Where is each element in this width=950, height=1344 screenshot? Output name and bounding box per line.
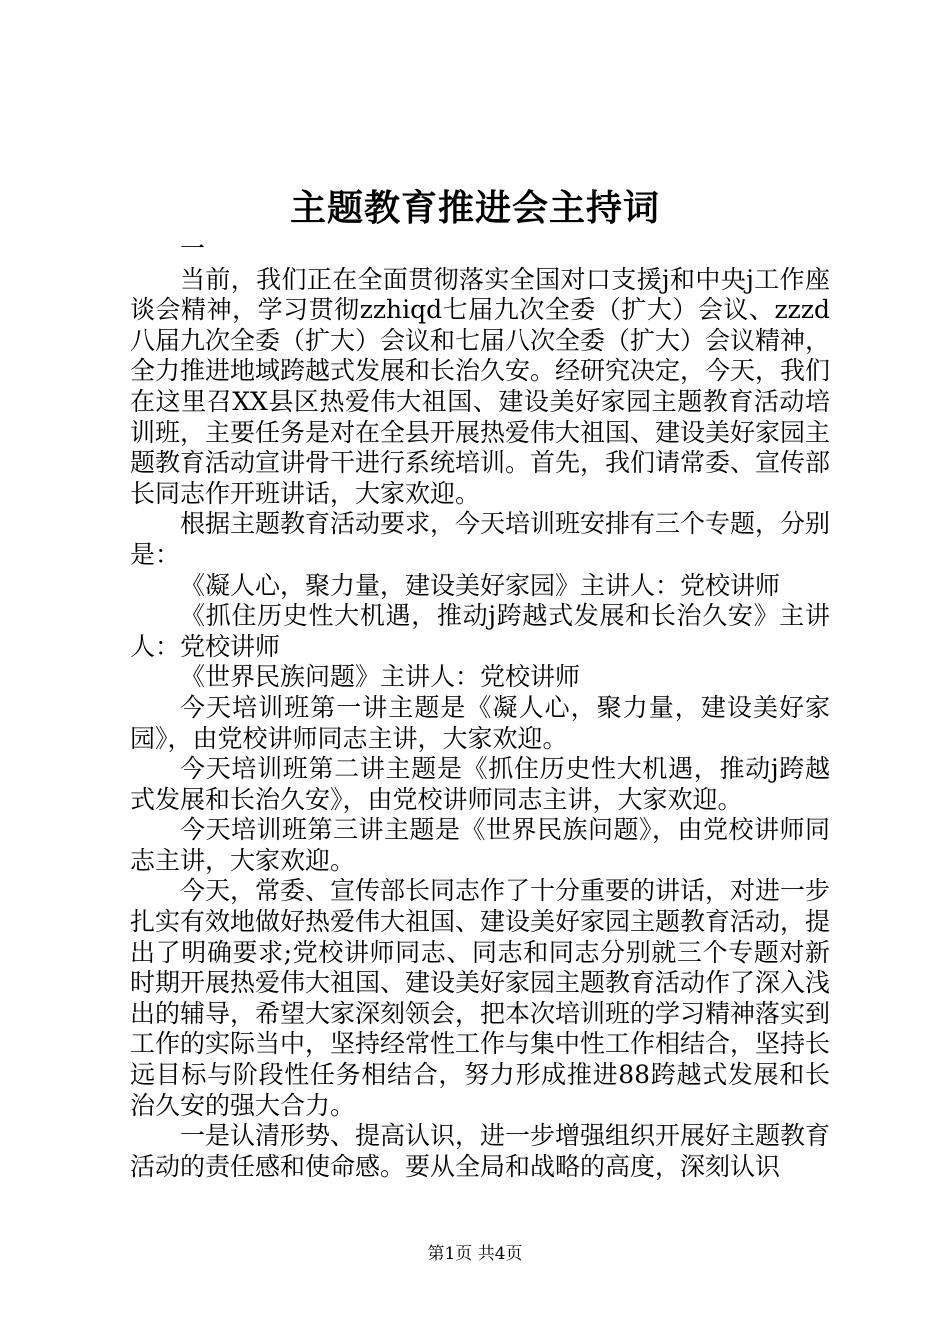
topic-item-1: 《凝人心，聚力量，建设美好家园》主讲人：党校讲师: [180, 570, 781, 600]
paragraph-lecture-1: 今天培训班第一讲主题是《凝人心，聚力量，建设美好家园》，由党校讲师同志主讲，大家欢迎。: [130, 692, 830, 753]
topic-item-3: 《世界民族问题》主讲人：党校讲师: [180, 662, 581, 692]
page-footer: 第1页 共4页: [427, 1244, 523, 1264]
section-marker: 一: [180, 234, 206, 263]
paragraph-topics-intro: 根据主题教育活动要求，今天培训班安排有三个专题，分别是：: [130, 509, 831, 569]
topic-item-2: 《抓住历史性大机遇，推动j跨越式发展和长治久安》主讲人：党校讲师: [130, 601, 830, 661]
paragraph-summary: 今天，常委、宣传部长同志作了十分重要的讲话，对进一步扎实有效地做好热爱伟大祖国、建设美好家园主题教育活动，提出了明确要求;党校讲师同志、同志和同志分别就三个专题对新时期开展热爱伟大祖国、建设美好家园主题教育活动作了深入浅出的辅导，希望大家深刻领会，把本次培训班的学习精神落实到工作的实际当中，坚持经常性工作与集中性工作相结合，坚持长远目标与阶段性任务相结合，努力形成推进88跨越式发展和长治久安的强大合力。: [130, 876, 831, 1120]
document-title: 主题教育推进会主持词: [289, 187, 660, 229]
paragraph-opening: 当前，我们正在全面贯彻落实全国对口支援j和中央j工作座谈会精神，学习贯彻zzhiqd七届九次全委（扩大）会议、zzzd八届九次全委（扩大）会议和七届八次全委（扩大）会议精神，全力推进地域跨越式发展和长治久安。经研究决定，今天，我们在这里召XX县区热爱伟大祖国、建设美好家园主题教育活动培训班，主要任务是对在全县开展热爱伟大祖国、建设美好家园主题教育活动宣讲骨干进行系统培训。首先，我们请常委、宣传部长同志作开班讲话，大家欢迎。: [130, 264, 831, 508]
paragraph-lecture-3: 今天培训班第三讲主题是《世界民族问题》，由党校讲师同志主讲，大家欢迎。: [130, 815, 830, 875]
paragraph-lecture-2: 今天培训班第二讲主题是《抓住历史性大机遇，推动j跨越式发展和长治久安》，由党校讲师同志主讲，大家欢迎。: [130, 754, 830, 814]
document-body: [130, 234, 830, 1182]
paragraph-point-1: 一是认清形势、提高认识，进一步增强组织开展好主题教育活动的责任感和使命感。要从全局和战略的高度，深刻认识: [130, 1121, 831, 1181]
